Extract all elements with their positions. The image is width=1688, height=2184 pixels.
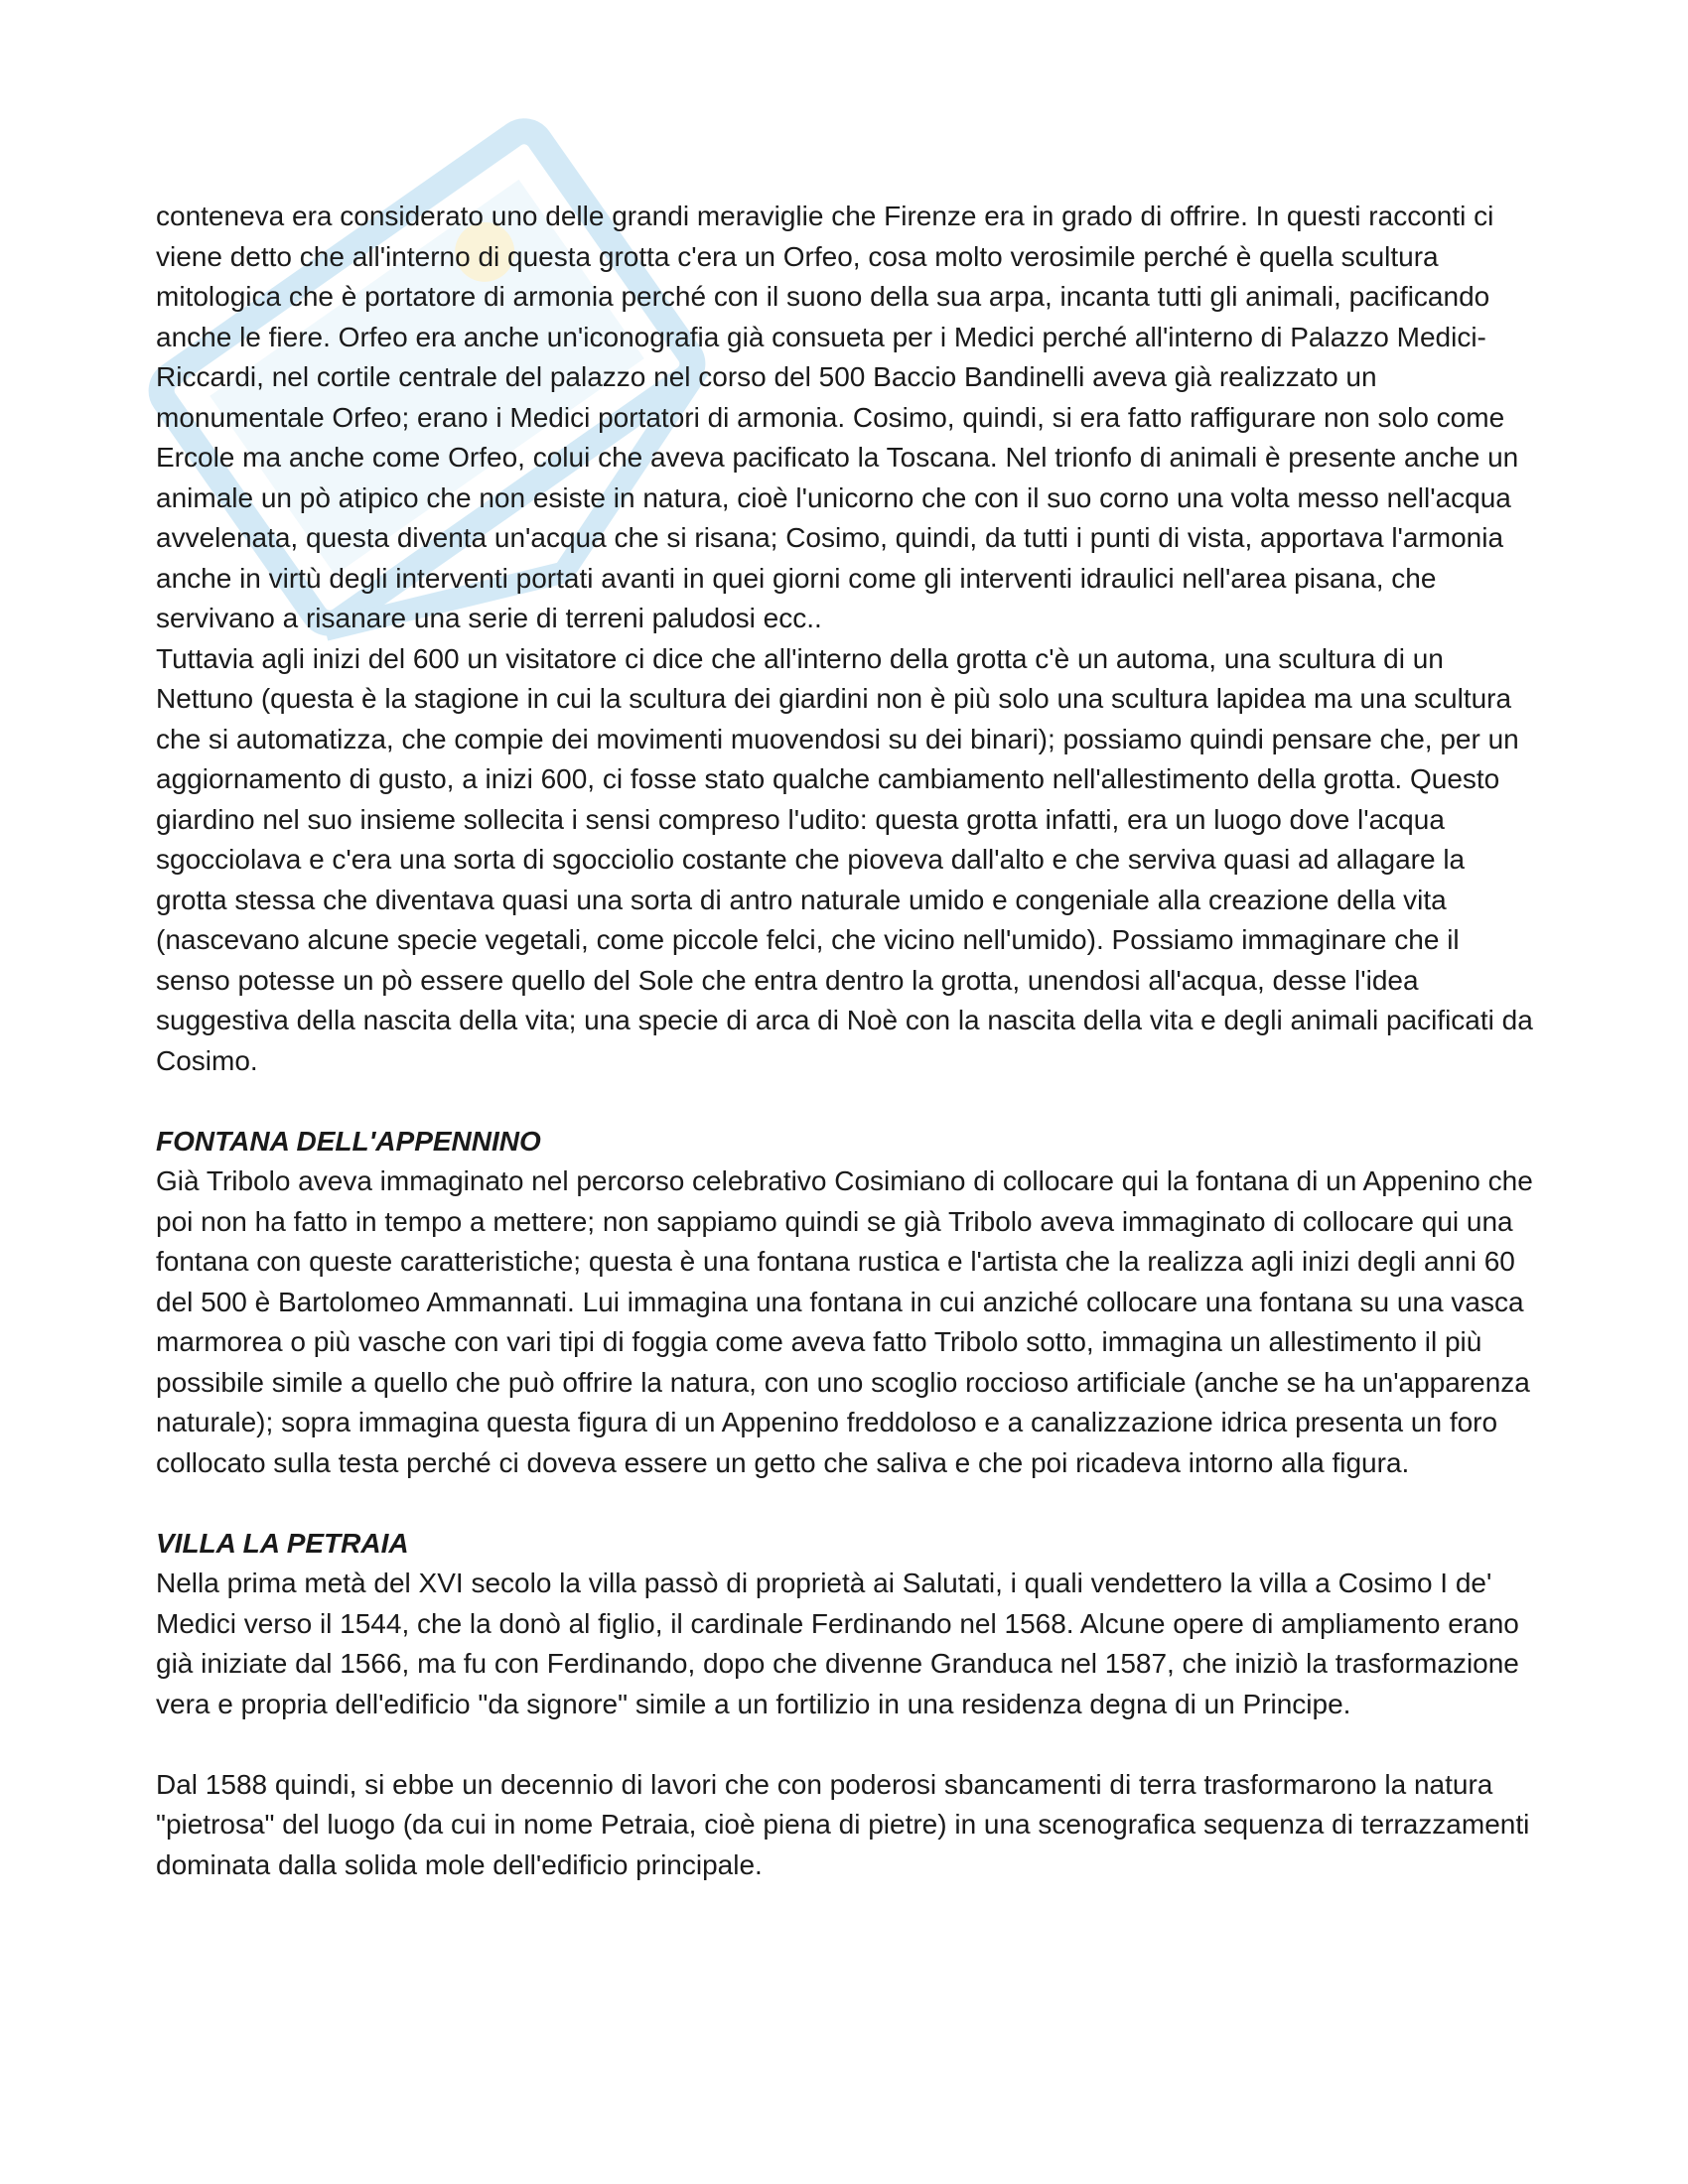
heading-fontana-appennino: FONTANA DELL'APPENNINO [156,1125,541,1157]
spacer [156,1081,1536,1122]
paragraph-petraia-history: Nella prima metà del XVI secolo la villa passò di proprietà ai Salutati, i quali vendettero la villa a Cosimo I de' Medici verso il 1544, che la donò al figlio, il cardinale Ferdinando nel 1568. Alcune opere di ampliamento erano già iniziate dal 1566, ma fu con Ferdinando, dopo che divenne Granduca nel 1587, che iniziò la trasformazione vera e propria dell'edificio "da signore" simile a un fortilizio in una residenza degna di un Principe. [156,1568,1519,1719]
spacer [156,1724,1536,1765]
paragraph-appennino: Già Tribolo aveva immaginato nel percorso celebrativo Cosimiano di collocare qui la fontana di un Appenino che poi non ha fatto in tempo a mettere; non sappiamo quindi se già Tribolo aveva immaginato di collocare qui una fontana con queste caratteristiche; questa è una fontana rustica e l'artista che la realizza agli inizi degli anni 60 del 500 è Bartolomeo Ammannati. Lui immagina una fontana in cui anziché collocare una fontana su una vasca marmorea o più vasche con vari tipi di foggia come aveva fatto Tribolo sotto, immagina un allestimento il più possibile simile a quello che può offrire la natura, con uno scoglio roccioso artificiale (anche se ha un'apparenza naturale); sopra immagina questa figura di un Appenino freddoloso e a canalizzazione idrica presenta un foro collocato sulla testa perché ci doveva essere un getto che saliva e che poi ricadeva intorno alla figura. [156,1165,1533,1478]
document-page [156,197,1536,1885]
heading-villa-petraia: VILLA LA PETRAIA [156,1527,409,1559]
paragraph-petraia-works: Dal 1588 quindi, si ebbe un decennio di lavori che con poderosi sbancamenti di terra trasformarono la natura "pietrosa" del luogo (da cui in nome Petraia, cioè piena di pietre) in una scenografica sequenza di terrazzamenti dominata dalla solida mole dell'edificio principale. [156,1768,1530,1880]
paragraph-nettuno: Tuttavia agli inizi del 600 un visitatore ci dice che all'interno della grotta c'è un automa, una scultura di un Nettuno (questa è la stagione in cui la scultura dei giardini non è più solo una scultura lapidea ma una scultura che si automatizza, che compie dei movimenti muovendosi su dei binari); possiamo quindi pensare che, per un aggiornamento di gusto, a inizi 600, ci fosse stato qualche cambiamento nell'allestimento della grotta. Questo giardino nel suo insieme sollecita i sensi compreso l'udito: questa grotta infatti, era un luogo dove l'acqua sgocciolava e c'era una sorta di sgocciolio costante che pioveva dall'alto e che serviva quasi ad allagare la grotta stessa che diventava quasi una sorta di antro naturale umido e congeniale alla creazione della vita (nascevano alcune specie vegetali, come piccole felci, che vicino nell'umido). Possiamo immaginare che il senso potesse un pò essere quello del Sole che entra dentro la grotta, unendosi all'acqua, desse l'idea suggestiva della nascita della vita; una specie di arca di Noè con la nascita della vita e degli animali pacificati da Cosimo. [156,642,1533,1076]
paragraph-orfeo: conteneva era considerato uno delle grandi meraviglie che Firenze era in grado di offrire. In questi racconti ci viene detto che all'interno di questa grotta c'era un Orfeo, cosa molto verosimile perché è quella scultura mitologica che è portatore di armonia perché con il suono della sua arpa, incanta tutti gli animali, pacificando anche le fiere. Orfeo era anche un'iconografia già consueta per i Medici perché all'interno di Palazzo Medici-Riccardi, nel cortile centrale del palazzo nel corso del 500 Baccio Bandinelli aveva già realizzato un monumentale Orfeo; erano i Medici portatori di armonia. Cosimo, quindi, si era fatto raffigurare non solo come Ercole ma anche come Orfeo, colui che aveva pacificato la Toscana. Nel trionfo di animali è presente anche un animale un pò atipico che non esiste in natura, cioè l'unicorno che con il suo corno una volta messo nell'acqua avvelenata, questa diventa un'acqua che si risana; Cosimo, quindi, da tutti i punti di vista, apportava l'armonia anche in virtù degli interventi portati avanti in quei giorni come gli interventi idraulici nell'area pisana, che servivano a risanare una serie di terreni paludosi ecc.. [156,201,1519,633]
spacer [156,1483,1536,1524]
